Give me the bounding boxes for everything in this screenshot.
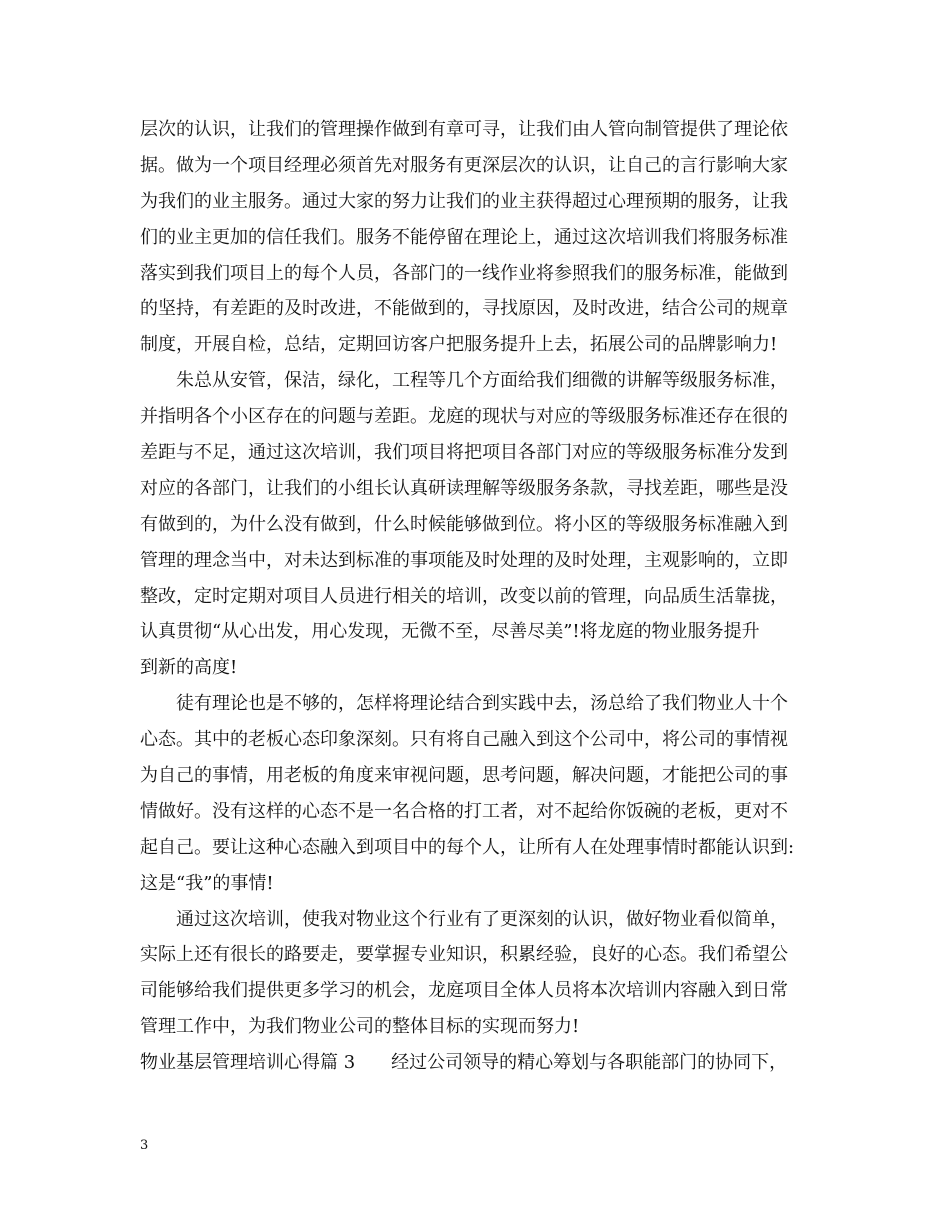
- text-line: 这是“我”的事情!: [140, 872, 274, 894]
- text-line: 到新的高度!: [140, 657, 238, 679]
- text-line: 认真贯彻“从心出发，用心发现，无微不至，尽善尽美”!将龙庭的物业服务提升: [140, 621, 760, 643]
- text-line: 差距与不足，通过这次培训，我们项目将把项目各部门对应的等级服务标准分发到: [140, 442, 788, 464]
- text-line: 整改，定时定期对项目人员进行相关的培训，改变以前的管理，向品质生活靠拢，: [140, 585, 788, 607]
- text-line: 层次的认识，让我们的管理操作做到有章可寻，让我们由人管向制管提供了理论依: [140, 119, 788, 140]
- text-line: 物业基层管理培训心得篇 3 经过公司领导的精心筹划与各职能部门的协同下，: [140, 1052, 788, 1074]
- text-line: 管理的理念当中，对未达到标准的事项能及时处理的及时处理，主观影响的，立即: [140, 549, 788, 571]
- text-line: 心态。其中的老板心态印象深刻。只有将自己融入到这个公司中，将公司的事情视: [140, 729, 788, 751]
- text-line: 为自己的事情，用老板的角度来审视问题，思考问题，解决问题，才能把公司的事: [140, 765, 788, 787]
- text-line: 情做好。没有这样的心态不是一名合格的打工者，对不起给你饭碗的老板，更对不: [140, 800, 788, 822]
- text-line: 们的业主更加的信任我们。服务不能停留在理论上，通过这次培训我们将服务标准: [140, 226, 788, 248]
- text-line: 管理工作中，为我们物业公司的整体目标的实现而努力!: [140, 1016, 580, 1038]
- text-line: 为我们的业主服务。通过大家的努力让我们的业主获得超过心理预期的服务，让我: [140, 190, 788, 212]
- text-line: 起自己。要让这种心态融入到项目中的每个人，让所有人在处理事情时都能认识到:: [140, 836, 795, 858]
- text-line: 并指明各个小区存在的问题与差距。龙庭的现状与对应的等级服务标准还存在很的: [140, 406, 788, 428]
- text-line: 据。做为一个项目经理必须首先对服务有更深层次的认识，让自己的言行影响大家: [140, 154, 788, 176]
- text-line: 徒有理论也是不够的，怎样将理论结合到实践中去，汤总给了我们物业人十个: [176, 693, 788, 715]
- text-line: 有做到的，为什么没有做到，什么时候能够做到位。将小区的等级服务标准融入到: [140, 513, 788, 535]
- text-line: 制度，开展自检，总结，定期回访客户把服务提升上去，拓展公司的品牌影响力!: [140, 334, 778, 356]
- text-line: 司能够给我们提供更多学习的机会，龙庭项目全体人员将本次培训内容融入到日常: [140, 980, 788, 1002]
- text-line: 通过这次培训，使我对物业这个行业有了更深刻的认识，做好物业看似简单，: [176, 908, 788, 930]
- page-number: 3: [140, 1138, 149, 1153]
- body-text: [140, 112, 820, 1081]
- text-line: 的坚持，有差距的及时改进，不能做到的，寻找原因，及时改进，结合公司的规章: [140, 298, 788, 320]
- text-line: 实际上还有很长的路要走，要掌握专业知识，积累经验，良好的心态。我们希望公: [140, 944, 788, 966]
- text-line: 落实到我们项目上的每个人员，各部门的一线作业将参照我们的服务标准，能做到: [140, 262, 788, 284]
- text-line: 朱总从安管，保洁，绿化，工程等几个方面给我们细微的讲解等级服务标准，: [176, 370, 788, 392]
- text-line: 对应的各部门，让我们的小组长认真研读理解等级服务条款，寻找差距，哪些是没: [140, 477, 788, 499]
